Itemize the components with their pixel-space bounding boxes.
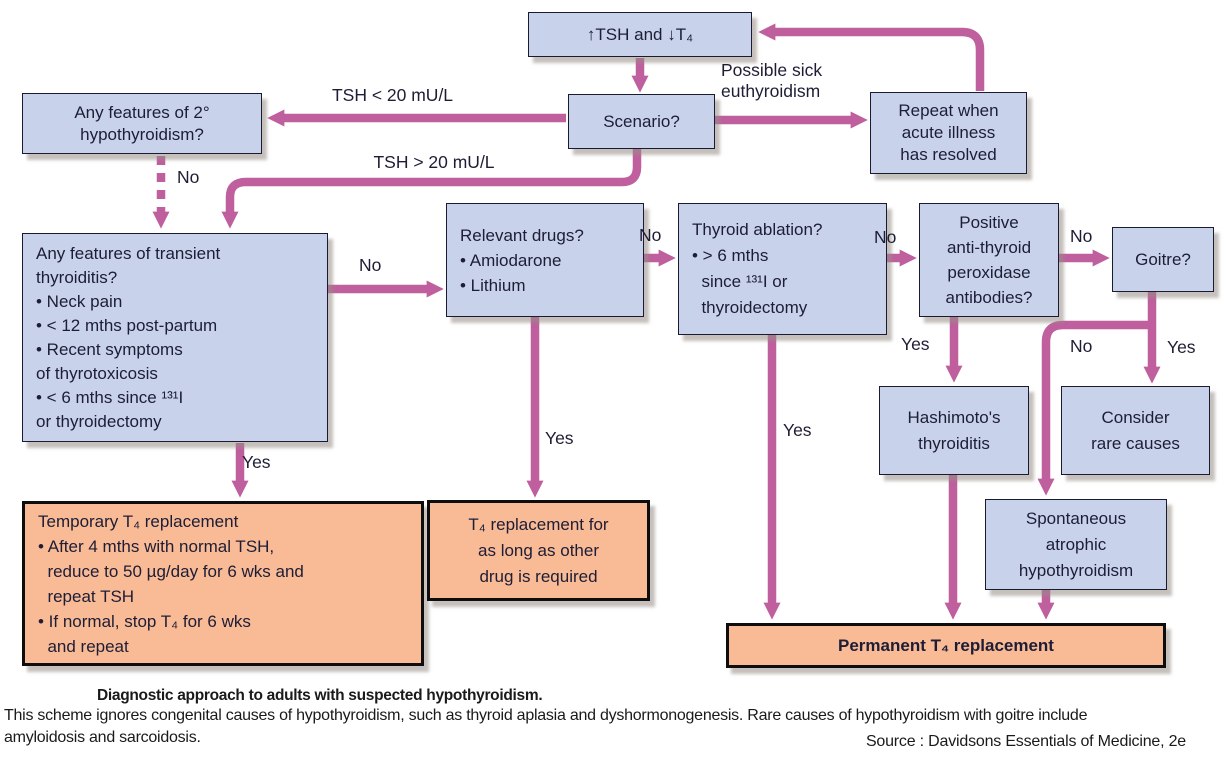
edge-label-yes-ablation: Yes xyxy=(783,420,812,440)
edge-label-no-drugs: No xyxy=(639,225,662,245)
node-repeat-when-resolved xyxy=(870,92,1027,174)
node-tsh-text: ↑TSH and ↓T₄ xyxy=(586,24,694,44)
edge-label-no-secondary: No xyxy=(177,167,200,187)
node-spontaneous-line: Spontaneous xyxy=(1025,508,1127,528)
node-spontaneous-line: hypothyroidism xyxy=(1018,560,1134,580)
node-transient-line: • < 12 mths post-partum xyxy=(36,315,218,335)
node-scenario xyxy=(568,94,715,149)
node-hashimoto-line: thyroiditis xyxy=(918,433,990,453)
node-rare-line: Consider xyxy=(1101,407,1170,427)
node-relevant-drugs xyxy=(446,203,644,317)
node-temporary-line: • If normal, stop T₄ for 6 wks xyxy=(38,611,251,631)
edge-label-yes-drugs: Yes xyxy=(545,428,574,448)
node-transient-line: Any features of transient xyxy=(36,243,221,263)
node-ablation-line: Thyroid ablation? xyxy=(692,220,823,239)
node-hashimoto-line: Hashimoto's xyxy=(907,407,1001,427)
edge-label-yes-transient: Yes xyxy=(242,452,271,472)
node-temporary-line: repeat TSH xyxy=(38,586,135,606)
node-hashimotos-thyroiditis xyxy=(879,386,1029,475)
node-features2-line: Any features of 2° xyxy=(74,102,210,122)
node-t4-replacement-other-drug xyxy=(427,500,650,601)
edge-label-tsh-lt-20: TSH < 20 mU/L xyxy=(331,85,454,105)
figure-caption-body-line2: amyloidosis and sarcoidosis. xyxy=(4,729,201,746)
node-ablation-line: since ¹³¹I or xyxy=(692,272,788,291)
edge-label-no-ablation: No xyxy=(874,227,897,247)
node-goitre-text: Goitre? xyxy=(1135,249,1191,269)
node-spontaneous-line: atrophic xyxy=(1045,534,1107,554)
node-temporary-line: • After 4 mths with normal TSH, xyxy=(38,536,275,556)
figure-caption-title: Diagnostic approach to adults with suspected hypothyroidism. xyxy=(97,687,543,704)
node-t4other-line: as long as other xyxy=(478,540,599,560)
node-temporary-line: reduce to 50 µg/day for 6 wks and xyxy=(38,561,304,581)
node-repeat-line: Repeat when xyxy=(898,101,999,120)
node-antibodies-line: antibodies? xyxy=(945,288,1033,307)
edge-label-yes-goitre: Yes xyxy=(1167,337,1196,357)
node-t4other-line: T₄ replacement for xyxy=(468,514,609,534)
node-transient-line: or thyroidectomy xyxy=(36,411,162,431)
node-anti-thyroid-peroxidase-antibodies xyxy=(919,203,1059,317)
node-tsh-and-t4 xyxy=(528,12,752,57)
node-temporary-line: Temporary T₄ replacement xyxy=(38,511,239,531)
edge-label-no-transient: No xyxy=(359,255,382,275)
node-transient-thyroiditis-features xyxy=(22,233,328,442)
node-temporary-line: and repeat xyxy=(38,636,129,656)
node-scenario-text: Scenario? xyxy=(603,111,680,131)
node-consider-rare-causes xyxy=(1061,386,1210,475)
node-thyroid-ablation xyxy=(678,203,887,335)
node-antibodies-line: Positive xyxy=(959,213,1019,232)
edge-label-tsh-gt-20: TSH > 20 mU/L xyxy=(373,152,495,172)
node-transient-line: thyroiditis? xyxy=(36,267,118,287)
node-t4other-line: drug is required xyxy=(479,566,598,586)
node-drugs-line: • Lithium xyxy=(460,275,526,295)
node-permanent-t4-replacement xyxy=(726,623,1166,668)
node-temporary-t4-replacement xyxy=(22,501,424,666)
node-ablation-line: • > 6 mths xyxy=(692,246,769,265)
node-ablation-line: thyroidectomy xyxy=(692,298,808,317)
edge-label-possible-sick-line2: euthyroidism xyxy=(721,81,821,101)
node-transient-line: • < 6 mths since ¹³¹I xyxy=(36,387,184,407)
edge-label-no-antibodies: No xyxy=(1070,226,1093,246)
node-goitre xyxy=(1112,227,1214,292)
figure-caption-source: Source : Davidsons Essentials of Medicine, 2e xyxy=(865,733,1186,750)
node-antibodies-line: anti-thyroid xyxy=(946,238,1032,257)
node-antibodies-line: peroxidase xyxy=(947,263,1031,282)
node-rare-line: rare causes xyxy=(1091,433,1180,453)
node-drugs-line: Relevant drugs? xyxy=(460,225,584,245)
node-permanent-text: Permanent T₄ replacement xyxy=(838,635,1054,655)
node-features2-line: hypothyroidism? xyxy=(80,124,204,144)
node-repeat-line: acute illness xyxy=(901,123,996,142)
edge-label-possible-sick xyxy=(721,60,822,102)
node-transient-line: • Recent symptoms xyxy=(36,339,183,359)
edge-label-possible-sick-line1: Possible sick xyxy=(721,60,823,80)
node-spontaneous-atrophic-hypothyroidism xyxy=(985,499,1167,590)
figure-caption-body-line1: This scheme ignores congenital causes of hypothyroidism, such as thyroid aplasia and dyshormonogenesis. Rare causes of hypothyroidism with goitre include xyxy=(4,707,1088,724)
node-repeat-line: has resolved xyxy=(900,145,997,164)
edge-label-no-goitre: No xyxy=(1070,336,1093,356)
node-transient-line: of thyrotoxicosis xyxy=(36,363,158,383)
edge-label-yes-antibodies: Yes xyxy=(901,334,930,354)
node-drugs-line: • Amiodarone xyxy=(460,250,562,270)
node-transient-line: • Neck pain xyxy=(36,291,123,311)
node-features-secondary-hypothyroidism xyxy=(22,93,262,154)
